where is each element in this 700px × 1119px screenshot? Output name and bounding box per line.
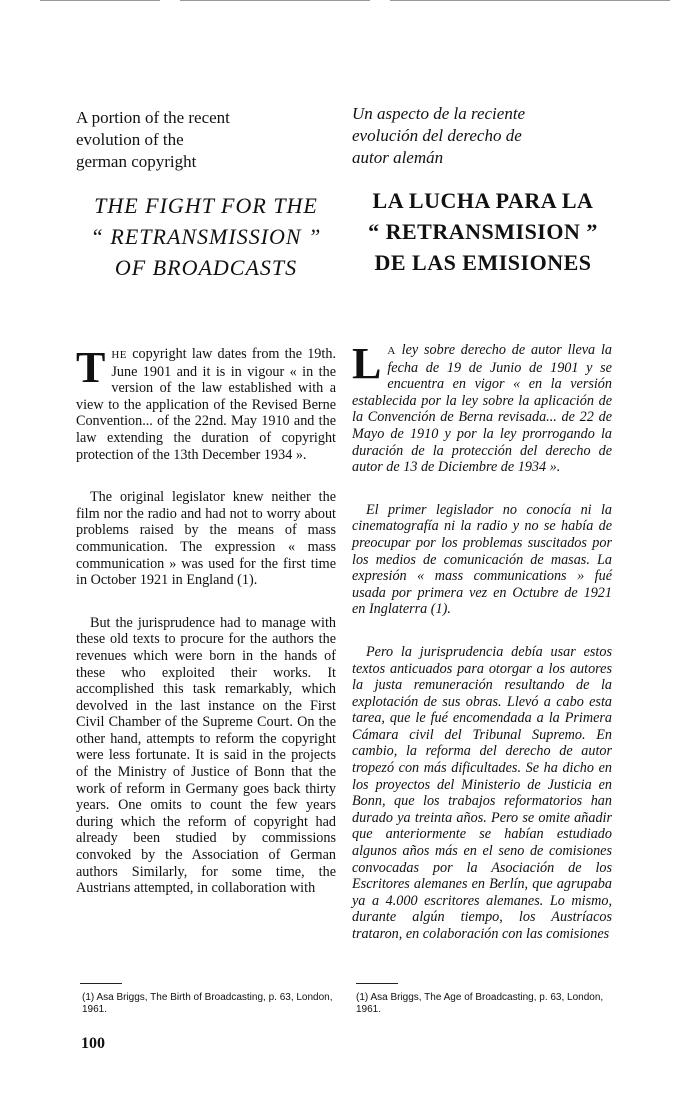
spanish-subtitle <box>352 103 602 169</box>
english-footnote: (1) Asa Briggs, The Birth of Broadcasting, p. 63, London, 1961. <box>82 992 333 1015</box>
spanish-drop-cap: L <box>352 339 382 388</box>
spanish-subtitle-line: evolución del derecho de <box>352 126 522 145</box>
top-rule-mid <box>180 0 370 1</box>
english-subtitle-line: german copyright <box>76 152 197 171</box>
english-subtitle <box>76 107 306 173</box>
english-subtitle-line: evolution of the <box>76 130 184 149</box>
spanish-subtitle-line: autor alemán <box>352 148 444 167</box>
spanish-paragraph-2: El primer legislador no conocía ni la cinematografía ni la radio y no se había de preocupar por los problemas suscitados por los medios de comunicación de masas. La expresión « mass communications » fué usada por primera vez en Octubre de 1921 en Inglaterra (1). <box>352 501 612 618</box>
top-rule-left <box>40 0 160 1</box>
spanish-paragraph-3: Pero la jurisprudencia debía usar estos textos anticuados para otorgar a los autores la justa remuneración resultando de la explotación de sus obras. Llevó a cabo esta tarea, que le fué encomendada a la Primera Cámara civil del Tribunal Supremo. En cambio, la reforma del derecho de autor tropezó con más dificultades. Se ha dicho en los proyectos del Ministerio de Justicia en Bonn, que los trabajos reformatorios han durado ya treinta años. Pero se omite añadir que anteriormente se habían estudiado algunos años más en el seno de comisiones convocadas por la Asociación de los Escritores alemanes en Berlín, que agrupaba ya a 4.000 escritores alemanes. Lo mismo, durante algún tiempo, los Austríacos trataron, en colaboración con las comisiones <box>352 643 612 942</box>
spanish-column <box>352 339 612 943</box>
spanish-title-line: LA LUCHA PARA LA <box>372 188 594 213</box>
spanish-footnote-rule <box>356 983 398 984</box>
page-number: 100 <box>81 1035 105 1052</box>
spanish-paragraph-1-text: ley sobre derecho de autor lleva la fecha de 19 de Junio de 1901 y se encuentra en vigor « en la versión establecida por la ley sobre la aplicación de la Convención de Berna revisada... de 22 de Mayo de 1910 y por la ley prorrogando la duración de la protección del derecho de autor de 13 de Diciembre de 1934 ». <box>352 342 612 476</box>
spanish-subtitle-line: Un aspecto de la reciente <box>352 104 526 123</box>
english-footnote-rule <box>80 983 122 984</box>
spanish-paragraph-1 <box>352 339 612 476</box>
spanish-footnote: (1) Asa Briggs, The Age of Broadcasting, p. 63, London, 1961. <box>356 992 604 1015</box>
english-subtitle-line: A portion of the recent <box>76 108 230 127</box>
english-paragraph-2: The original legislator knew neither the film nor the radio and had not to worry about problems raised by the means of mass communication. The expression « mass communication » was used for the first time in October 1921 in England (1). <box>76 489 336 589</box>
english-title-line: OF BROADCASTS <box>114 255 298 280</box>
english-title <box>74 190 338 283</box>
spanish-title-line: “ RETRANSMISION ” <box>368 219 598 244</box>
english-paragraph-1-text: copyright law dates from the 19th. June 1901 and it is in vigour « in the version of the law established with a view to the application of the Revised Berne Convention... of the 22nd. May 1910 and the law extending the duration of copyright protection of the 13th December 1934 ». <box>76 346 336 463</box>
spanish-small-caps: A <box>387 345 396 357</box>
spanish-title-line: DE LAS EMISIONES <box>374 250 592 275</box>
top-rule-right <box>390 0 670 1</box>
english-title-line: THE FIGHT FOR THE <box>94 193 318 218</box>
english-paragraph-1 <box>76 343 336 463</box>
english-drop-cap: T <box>76 343 106 392</box>
english-paragraph-3: But the jurisprudence had to manage with these old texts to procure for the authors the revenues which were born in the hands of these who exploited their works. It accomplished this task remarkably, which devolved in the last instance on the First Civil Chamber of the Supreme Court. On the other hand, attempts to reform the copyright were less fortunate. It is said in the projects of the Ministry of Justice of Bonn that the work of reform in Germany goes back thirty years. One omits to count the few years during which the reform of copyright had already been studied by commissions convoked by the Association of German authors Similarly, for some time, the Austrians attempted, in collaboration with <box>76 614 336 897</box>
english-small-caps: HE <box>111 349 128 361</box>
english-title-line: “ RETRANSMISSION ” <box>90 224 322 249</box>
spanish-title <box>352 185 614 278</box>
english-column <box>76 343 336 897</box>
